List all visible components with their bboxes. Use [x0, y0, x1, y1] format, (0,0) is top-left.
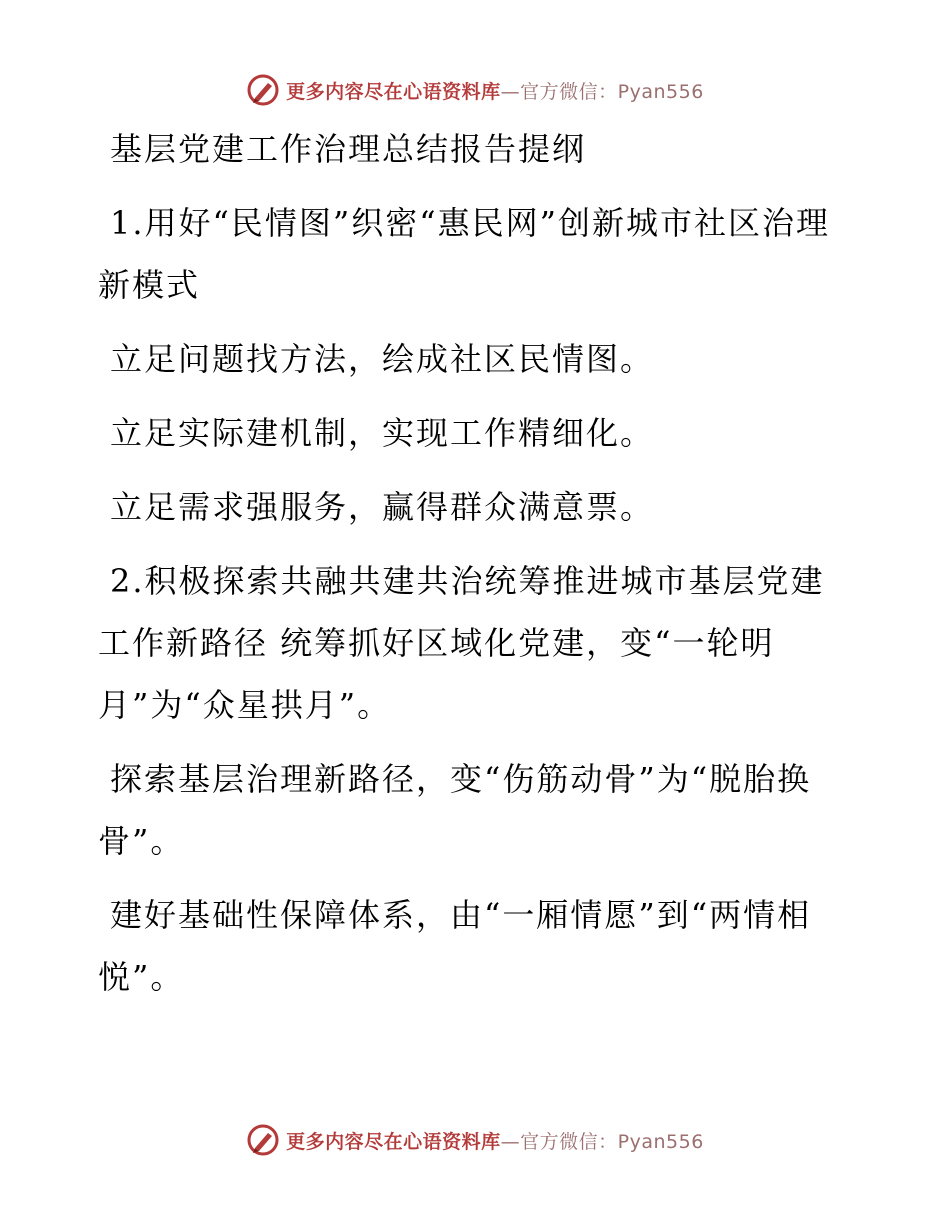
watermark-sub-text: —官方微信：Pyan556 [500, 80, 704, 103]
header-watermark [0, 70, 950, 110]
paragraph: 2.积极探索共融共建共治统筹推进城市基层党建工作新路径 统筹抓好区域化党建，变“一轮明月”为“众星拱月”。 [98, 562, 825, 724]
watermark-sub-text: —官方微信：Pyan556 [500, 1130, 704, 1153]
watermark-main-text: 更多内容尽在心语资料库 [286, 80, 501, 103]
paragraph: 立足问题找方法，绘成社区民情图。 [110, 340, 655, 378]
watermark-main-text: 更多内容尽在心语资料库 [286, 1130, 501, 1153]
pen-logo-icon [246, 73, 280, 107]
paragraph: 立足需求强服务，赢得群众满意票。 [110, 488, 655, 526]
paragraph: 立足实际建机制，实现工作精细化。 [110, 414, 655, 452]
paragraph: 探索基层治理新路径，变“伤筋动骨”为“脱胎换骨”。 [98, 760, 812, 860]
document-body [98, 118, 838, 1008]
pen-logo-icon [246, 1123, 280, 1157]
paragraph: 建好基础性保障体系，由“一厢情愿”到“两情相悦”。 [98, 896, 812, 996]
footer-watermark [0, 1120, 950, 1160]
paragraph: 1.用好“民情图”织密“惠民网”创新城市社区治理新模式 [98, 204, 830, 304]
document-title: 基层党建工作治理总结报告提纲 [110, 130, 587, 168]
